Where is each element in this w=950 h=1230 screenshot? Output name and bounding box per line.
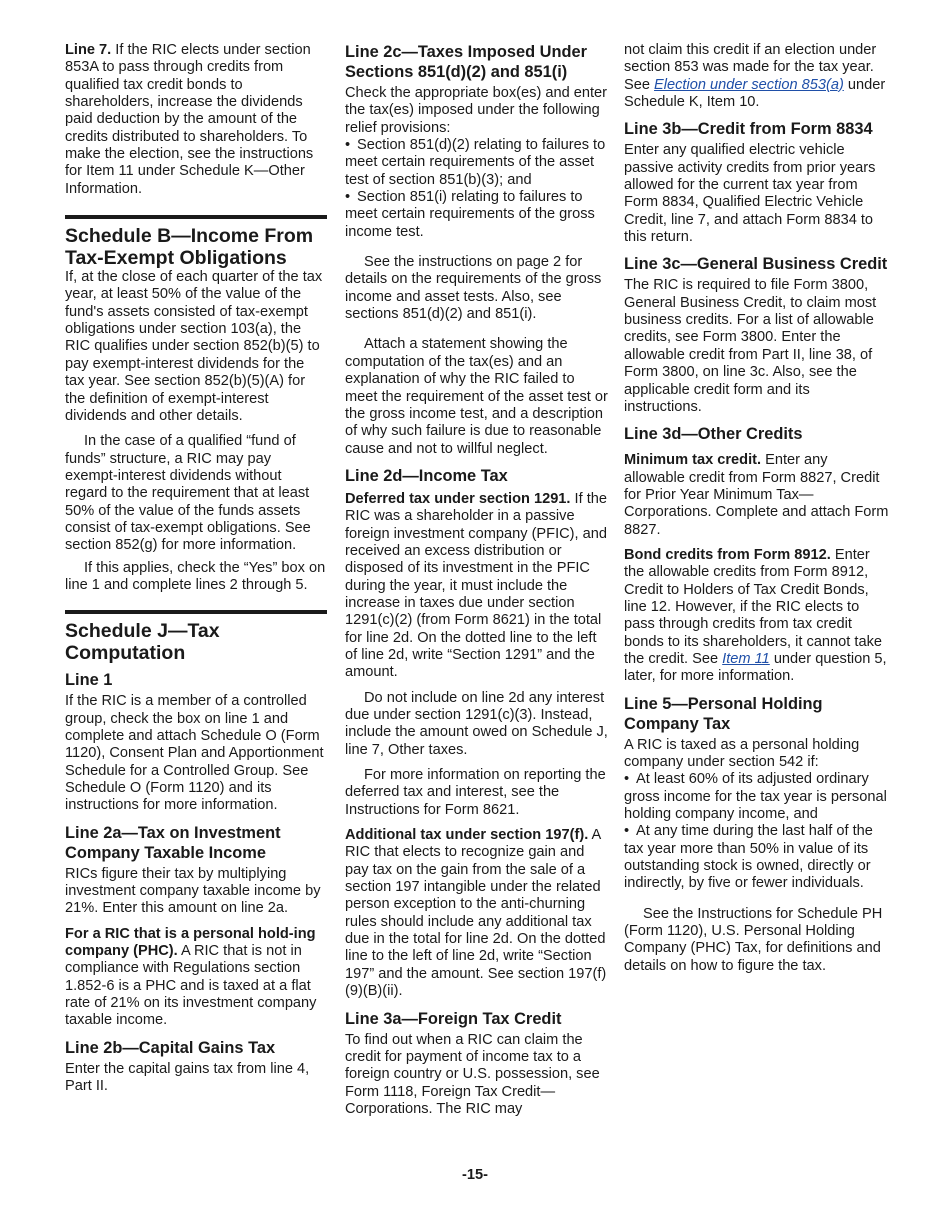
bond-credits-text: Enter the allowable credits from Form 8912, Credit to Holders of Tax Credit Bonds, line 12. However, if the RIC elects to pass through credits from tax credit bonds to its shareholders, it cannot take the credit. See: [624, 546, 882, 667]
line2c-bullet-1-text: Section 851(d)(2) relating to failures to meet certain requirements of the asset test of section 851(b)(3); and: [345, 137, 606, 188]
line7-lead: Line 7.: [65, 42, 112, 58]
line3c-heading: Line 3c—General Business Credit: [624, 255, 888, 274]
minimum-tax-credit-paragraph: [624, 452, 890, 539]
line2a-paragraph: RICs figure their tax by multiplying investment company taxable income by 21%. Enter this amount on line 2a.: [65, 865, 321, 917]
column-3: [624, 42, 890, 975]
line7-paragraph: [65, 42, 327, 198]
minimum-tax-credit-lead: Minimum tax credit.: [624, 452, 762, 469]
line2c-paragraph-3: Attach a statement showing the computation of the tax(es) and an explanation of why the RIC failed to meet the requirement of the asset test or the gross income test, and a description of why such failure is due to reasonable cause and not to willful neglect.: [345, 336, 608, 457]
line5-intro: A RIC is taxed as a personal holding company under section 542 if:: [624, 736, 860, 770]
column-2: [345, 42, 609, 1118]
line3a-continued-text: not claim this credit if an election under section 853 was made for the tax year. See: [624, 42, 877, 93]
phc-lead: For a RIC that is a personal hold-ing company (PHC).: [65, 925, 316, 960]
line2d-heading: Line 2d—Income Tax: [345, 466, 508, 485]
schedule-b-paragraph-1: If, at the close of each quarter of the tax year, at least 50% of the value of the fund's assets consisted of tax-exempt obligations under section 103(a), the RIC qualifies under section 852(b)(5) to pay exempt-interest dividends for the tax year. See section 852(b)(5)(A) for the definition of exempt-interest dividends and other details.: [65, 269, 323, 424]
deferred-tax-paragraph-3: For more information on reporting the deferred tax and interest, see the Instructions for Form 8621.: [345, 767, 606, 818]
bullet-icon: •: [624, 823, 630, 840]
column-1: [65, 42, 327, 1095]
minimum-tax-credit-text: Enter any allowable credit from Form 8827, Credit for Prior Year Minimum Tax—Corporations. Complete and attach Form 8827.: [624, 452, 889, 538]
line5-heading: Line 5—Personal Holding Company Tax: [624, 694, 823, 733]
line3c-paragraph: The RIC is required to file Form 3800, General Business Credit, to claim most business credits. For a list of allowable credits, see Form 3800. Enter the allowable credit from Part II, line 38, of Form 3800, on line 3c. Also, see the applicable credit form and its instructions.: [624, 277, 877, 415]
schedule-b-paragraph-3: If this applies, check the “Yes” box on line 1 and complete lines 2 through 5.: [65, 559, 326, 593]
line3a-continued-text-end: under Schedule K, Item 10.: [624, 76, 886, 111]
deferred-tax-text: If the RIC was a shareholder in a passive foreign investment company (PFIC), and received an excess distribution or disposed of its investment in the PFIC during the year, it must include the increase in taxes due under section 1291(c)(2) (from Form 8621) in the total for line 2d. On the dotted line to the left of line 2d, write “Section 1291” and the amount.: [345, 490, 607, 681]
line5-bullet-2: [624, 823, 890, 892]
bond-credits-paragraph: [624, 547, 890, 686]
additional-tax-paragraph: [345, 827, 609, 1000]
schedule-j-heading: Schedule J—Tax Computation: [65, 610, 327, 664]
line2c-intro: Check the appropriate box(es) and enter the tax(es) imposed under the following relief provisions:: [345, 85, 608, 136]
phc-paragraph: [65, 926, 327, 1030]
bond-credits-lead: Bond credits from Form 8912.: [624, 546, 831, 563]
additional-tax-lead: Additional tax under section 197(f).: [345, 827, 589, 844]
line3a-continued-paragraph: [624, 42, 890, 111]
item-11-link[interactable]: Item 11: [722, 650, 770, 667]
line3b-heading: Line 3b—Credit from Form 8834: [624, 120, 873, 139]
bullet-icon: •: [345, 137, 351, 154]
line3d-heading: Line 3d—Other Credits: [624, 425, 803, 444]
line5-bullet-2-text: At any time during the last half of the tax year more than 50% in value of its outstanding stock is owned, directly or indirectly, by five or fewer individuals.: [624, 823, 873, 892]
line5-bullet-1-text: At least 60% of its adjusted ordinary gross income for the tax year is personal holding company income, and: [624, 771, 887, 823]
line2c-heading: Line 2c—Taxes Imposed Under Sections 851(d)(2) and 851(i): [345, 43, 587, 81]
election-853a-link[interactable]: Election under section 853(a): [654, 76, 844, 93]
line2c-bullet-2-text: Section 851(i) relating to failures to meet certain requirements of the gross income test.: [345, 189, 595, 240]
line1-paragraph: If the RIC is a member of a controlled group, check the box on line 1 and complete and attach Schedule O (Form 1120), Consent Plan and Apportionment Schedule for a Controlled Group. See Schedule O (Form 1120) and its instructions for more information.: [65, 693, 324, 814]
line5-paragraph-2: See the Instructions for Schedule PH (Form 1120), U.S. Personal Holding Company (PHC) Tax, for definitions and details on how to figure the tax.: [624, 905, 883, 974]
schedule-b-heading: Schedule B—Income From Tax-Exempt Obligations: [65, 215, 327, 269]
schedule-b-paragraph-2: In the case of a qualified “fund of funds” structure, a RIC may pay exempt-interest dividends without regard to the requirement that at least 50% of the value of the funds assets consist of tax-exempt obligations. See section 852(g) for more information.: [65, 433, 311, 554]
line3a-heading: Line 3a—Foreign Tax Credit: [345, 1009, 562, 1028]
line2b-paragraph: Enter the capital gains tax from line 4, Part II.: [65, 1060, 310, 1095]
bullet-icon: •: [345, 189, 351, 206]
line2c-bullet-2: [345, 189, 609, 241]
phc-text: A RIC that is not in compliance with Regulations section 1.852-6 is a PHC and is taxed at a flat rate of 21% on its investment company taxable income.: [65, 943, 317, 1029]
bullet-icon: •: [624, 771, 630, 788]
deferred-tax-paragraph-2: Do not include on line 2d any interest due under section 1291(c)(3). Instead, include the amount owed on Schedule J, line 7, Other taxes.: [345, 689, 608, 758]
line7-text: If the RIC elects under section 853A to pass through credits from qualified tax credit bonds to shareholders, increase the dividends paid deduction by the amount of the credits distributed to shareholders. To make the election, see the instructions for Item 11 under Schedule K—Other Information.: [65, 42, 314, 197]
deferred-tax-lead: Deferred tax under section 1291.: [345, 490, 571, 507]
bond-credits-text-end: under question 5, later, for more information.: [624, 650, 887, 685]
line3b-paragraph: Enter any qualified electric vehicle passive activity credits from prior years allowed for the current tax year from Form 8834, Qualified Electric Vehicle Credit, line 7, and attach Form 8834 to this return.: [624, 142, 876, 246]
deferred-tax-paragraph: [345, 491, 609, 682]
line5-bullet-1: [624, 771, 890, 823]
line3a-paragraph: To find out when a RIC can claim the credit for payment of income tax to a foreign country or U.S. possession, see Form 1118, Foreign Tax Credit—Corporations. The RIC may: [345, 1031, 600, 1117]
page-number: -15-: [462, 1167, 488, 1183]
line2b-heading: Line 2b—Capital Gains Tax: [65, 1038, 276, 1057]
line1-heading: Line 1: [65, 671, 113, 690]
additional-tax-text: A RIC that elects to recognize gain and pay tax on the gain from the sale of a section 197 intangible under the related person exception to the anti-churning rules should include any additional tax due in the total for line 2d. On the dotted line to the left of line 2d, write “Section 197” and the amount. See section 197(f)(9)(B)(ii).: [345, 827, 607, 1000]
line2c-bullet-1: [345, 137, 609, 189]
line2a-heading: Line 2a—Tax on Investment Company Taxable Income: [65, 823, 281, 862]
line2c-paragraph-2: See the instructions on page 2 for details on the requirements of the gross income and asset tests. Also, see sections 851(d)(2) and 851(i).: [345, 254, 602, 323]
